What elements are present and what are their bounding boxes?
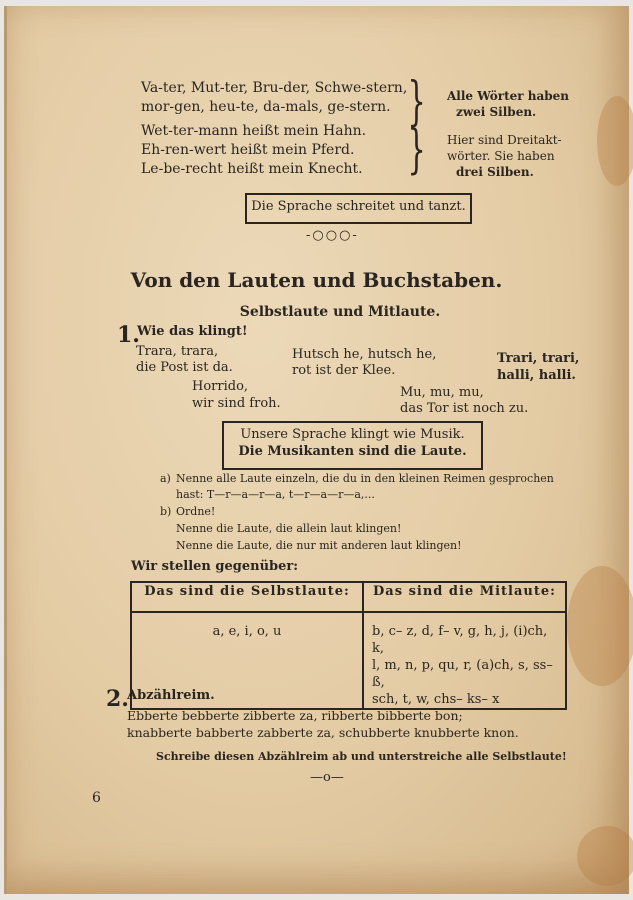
consonant-line: sch, t, w, chs– ks– x	[372, 692, 500, 707]
note-line: zwei Silben.	[456, 105, 537, 119]
note-line: Alle Wörter haben	[447, 89, 569, 103]
rhyme-line: die Post ist da.	[136, 360, 233, 375]
consonant-line: b, c– z, d, f– v, g, h, j, (i)ch, k,	[372, 624, 548, 656]
box-line: Unsere Sprache klingt wie Musik.	[240, 427, 465, 442]
syllable-line: Wet-ter-mann heißt mein Hahn.	[141, 123, 367, 139]
chapter-subtitle: Selbstlaute und Mitlaute.	[239, 304, 441, 320]
rhyme-line: halli, halli.	[497, 368, 576, 383]
chapter-title: Von den Lauten und Buchstaben.	[130, 268, 503, 292]
task-text: Nenne die Laute, die allein laut klingen!	[176, 522, 402, 535]
page-number: 6	[92, 790, 101, 806]
syllable-line: Va-ter, Mut-ter, Bru-der, Schwe-stern,	[141, 80, 408, 96]
water-stain	[567, 566, 633, 686]
water-stain	[597, 96, 633, 186]
rhyme-line: das Tor ist noch zu.	[400, 401, 529, 416]
comparison-heading: Wir stellen gegenüber:	[131, 559, 299, 574]
divider: -○○○-	[306, 228, 359, 243]
water-stain	[577, 826, 633, 886]
header-vowels: Das sind die Selbstlaute:	[131, 582, 363, 612]
task-text: hast: T—r—a—r—a, t—r—a—r—a,...	[176, 488, 375, 501]
note-line: Hier sind Dreitakt-	[447, 133, 562, 147]
section-heading: Abzählreim.	[127, 688, 215, 703]
box-line: Die Musikanten sind die Laute.	[238, 444, 467, 459]
rhyme-line: Hutsch he, hutsch he,	[292, 347, 437, 362]
task-text: Ordne!	[176, 505, 216, 518]
dance-box	[245, 193, 472, 224]
rhyme-line: wir sind froh.	[192, 396, 281, 411]
task-label: b)	[160, 505, 172, 518]
task-text: Nenne die Laute, die nur mit anderen laut klingen!	[176, 539, 462, 552]
rhyme-line: Ebberte bebberte zibberte za, ribberte bibberte bon;	[127, 708, 463, 723]
section-number: 1.	[117, 322, 140, 348]
header-consonants: Das sind die Mitlaute:	[363, 582, 566, 612]
task-label: a)	[160, 472, 171, 485]
rhyme-line: rot ist der Klee.	[292, 363, 396, 378]
syllable-line: Le-be-recht heißt mein Knecht.	[141, 161, 363, 177]
syllable-line: Eh-ren-wert heißt mein Pferd.	[141, 142, 355, 158]
rhyme-line: knabberte babberte zabberte za, schubberte knubberte knon.	[127, 725, 519, 740]
task-text: Nenne alle Laute einzeln, die du in den kleinen Reimen gesprochen	[176, 472, 554, 485]
box-text: Die Sprache schreitet und tanzt.	[251, 199, 466, 214]
divider: —o—	[310, 770, 344, 785]
consonants-cell	[363, 612, 566, 709]
rhyme-line: Trari, trari,	[497, 351, 580, 366]
music-box	[222, 421, 483, 470]
section-heading: Wie das klingt!	[137, 324, 248, 339]
consonant-line: l, m, n, p, qu, r, (a)ch, s, ss– ß,	[372, 658, 553, 690]
note-line: wörter. Sie haben	[447, 149, 555, 163]
section-number: 2.	[106, 686, 129, 712]
rhyme-line: Mu, mu, mu,	[400, 385, 484, 400]
brace: }	[407, 72, 426, 132]
rhyme-line: Horrido,	[192, 379, 249, 394]
note-line: drei Silben.	[456, 165, 534, 179]
rhyme-line: Trara, trara,	[136, 344, 219, 359]
vowels-cell: a, e, i, o, u	[131, 612, 363, 709]
instruction: Schreibe diesen Abzählreim ab und unterstreiche alle Selbstlaute!	[156, 750, 567, 763]
syllable-line: mor-gen, heu-te, da-mals, ge-stern.	[141, 99, 391, 115]
brace: }	[407, 120, 426, 180]
